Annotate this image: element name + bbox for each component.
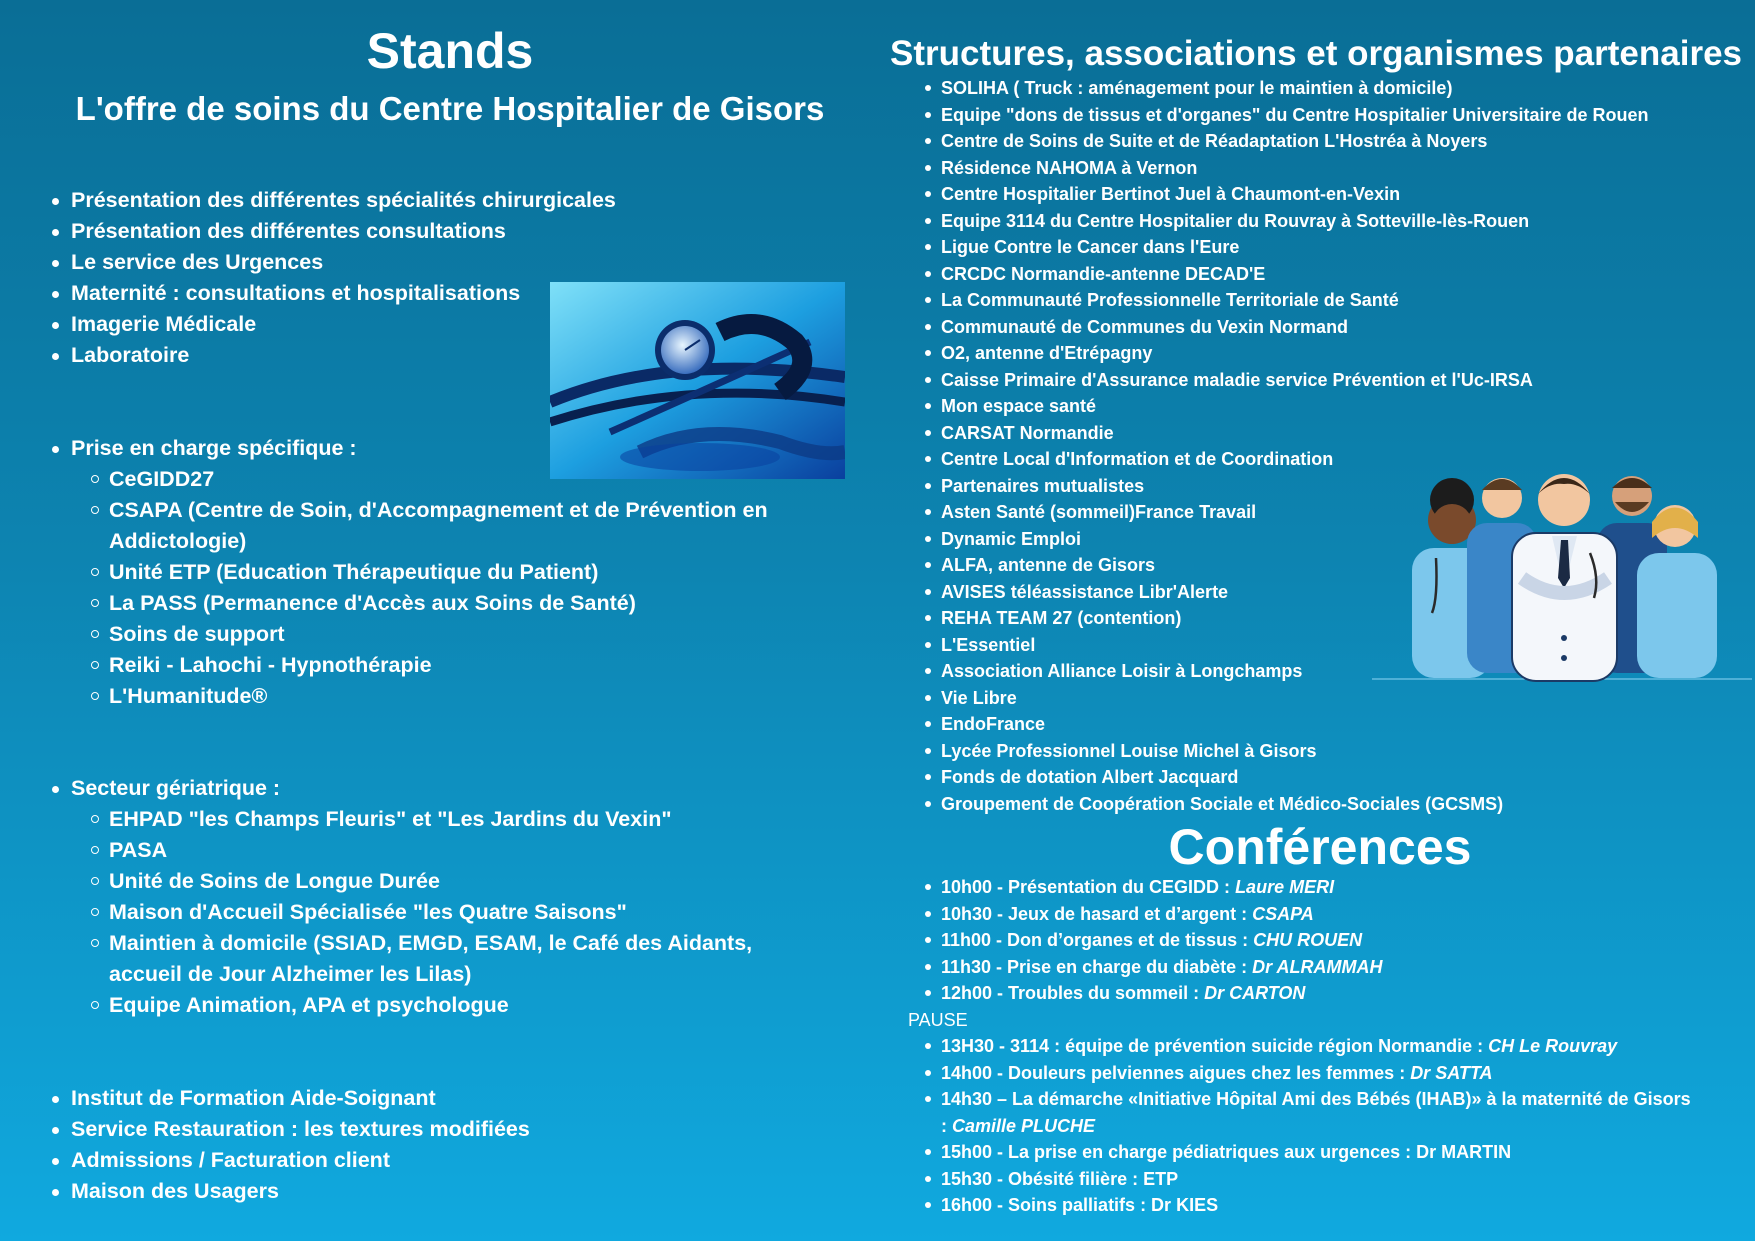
conferences-title: Conférences bbox=[1168, 819, 1472, 875]
stands-group-prise bbox=[48, 433, 768, 712]
stands-group-other bbox=[48, 1083, 530, 1207]
list-item: Institut de Formation Aide-Soignant bbox=[48, 1083, 530, 1114]
list-item: Maison des Usagers bbox=[48, 1176, 530, 1207]
list-item: Maison d'Accueil Spécialisée "les Quatre Saisons" bbox=[87, 897, 752, 928]
list-item: Dynamic Emploi bbox=[922, 526, 1649, 553]
list-item bbox=[48, 433, 768, 712]
conference-time-topic: 15h30 - Obésité filière : ETP bbox=[941, 1168, 1179, 1189]
conference-speaker: Laure MERI bbox=[1235, 877, 1335, 897]
conference-speaker: CSAPA bbox=[1252, 903, 1314, 924]
list-item: Présentation des différentes spécialités chirurgicales bbox=[48, 185, 616, 216]
list-item: Communauté de Communes du Vexin Normand bbox=[922, 314, 1649, 341]
list-item: Maternité : consultations et hospitalisations bbox=[48, 278, 616, 309]
list-item: Centre Hospitalier Bertinot Juel à Chaumont-en-Vexin bbox=[922, 181, 1649, 208]
conference-speaker: CH Le Rouvray bbox=[1488, 1036, 1618, 1056]
stands-title: Stands bbox=[366, 23, 534, 79]
list-item: AVISES téléassistance Libr'Alerte bbox=[922, 579, 1649, 606]
list-item: Association Alliance Loisir à Longchamps bbox=[922, 658, 1649, 685]
conference-item bbox=[922, 1192, 1691, 1219]
list-item: La PASS (Permanence d'Accès aux Soins de Santé) bbox=[87, 588, 768, 619]
list-item: Centre de Soins de Suite et de Réadaptation L'Hostréa à Noyers bbox=[922, 128, 1649, 155]
list-item: Unité ETP (Education Thérapeutique du Patient) bbox=[87, 557, 768, 588]
list-item: L'Essentiel bbox=[922, 632, 1649, 659]
conference-time-topic: 14h30 – La démarche «Initiative Hôpital Ami des Bébés (IHAB)» à la maternité de Gisors bbox=[941, 1089, 1691, 1109]
list-item: CRCDC Normandie-antenne DECAD'E bbox=[922, 261, 1649, 288]
conference-time-topic: 12h00 - Troubles du sommeil : bbox=[941, 983, 1205, 1003]
list-item: Résidence NAHOMA à Vernon bbox=[922, 155, 1649, 182]
list-item: Asten Santé (sommeil)France Travail bbox=[922, 499, 1649, 526]
list-item: O2, antenne d'Etrépagny bbox=[922, 340, 1649, 367]
list-item: Soins de support bbox=[87, 619, 768, 650]
list-item: EndoFrance bbox=[922, 711, 1649, 738]
list-item: Equipe "dons de tissus et d'organes" du Centre Hospitalier Universitaire de Rouen bbox=[922, 102, 1649, 129]
conference-speaker: Dr CARTON bbox=[1204, 983, 1306, 1003]
conference-item bbox=[922, 1166, 1691, 1193]
list-item: REHA TEAM 27 (contention) bbox=[922, 605, 1649, 632]
conference-time-topic: 10h00 - Présentation du CEGIDD : bbox=[941, 877, 1236, 897]
conference-speaker: Dr SATTA bbox=[1410, 1062, 1493, 1083]
stands-subtitle: L'offre de soins du Centre Hospitalier de Gisors bbox=[75, 90, 825, 127]
list-item: Equipe Animation, APA et psychologue bbox=[87, 990, 752, 1021]
conference-speaker: Dr ALRAMMAH bbox=[1252, 956, 1383, 977]
list-item: EHPAD "les Champs Fleuris" et "Les Jardins du Vexin" bbox=[87, 804, 752, 835]
list-item: Le service des Urgences bbox=[48, 247, 616, 278]
partners-title: Structures, associations et organismes partenaires bbox=[890, 34, 1742, 73]
list-item-line: Addictologie) bbox=[109, 529, 247, 553]
list-item: Centre Local d'Information et de Coordination bbox=[922, 446, 1649, 473]
list-item: Laboratoire bbox=[48, 340, 616, 371]
list-item: Partenaires mutualistes bbox=[922, 473, 1649, 500]
list-item: PASA bbox=[87, 835, 752, 866]
list-item: CeGIDD27 bbox=[87, 464, 768, 495]
conference-time-topic: : bbox=[941, 1115, 952, 1136]
conference-time-topic: 16h00 - Soins palliatifs : Dr KIES bbox=[941, 1195, 1219, 1215]
list-item: Lycée Professionnel Louise Michel à Gisors bbox=[922, 738, 1649, 765]
prise-label: Prise en charge spécifique : bbox=[71, 436, 357, 460]
list-item: Vie Libre bbox=[922, 685, 1649, 712]
stands-group-geriatrie bbox=[48, 773, 752, 1021]
conference-item bbox=[922, 927, 1691, 954]
list-item: Equipe 3114 du Centre Hospitalier du Rouvray à Sotteville-lès-Rouen bbox=[922, 208, 1649, 235]
conference-item bbox=[922, 1086, 1691, 1139]
list-item-line: Maintien à domicile (SSIAD, EMGD, ESAM, le Café des Aidants, bbox=[109, 931, 753, 955]
list-item: L'Humanitude® bbox=[87, 681, 768, 712]
list-item bbox=[87, 495, 768, 557]
list-item: Ligue Contre le Cancer dans l'Eure bbox=[922, 234, 1649, 261]
conference-time-topic: 15h00 - La prise en charge pédiatriques aux urgences : Dr MARTIN bbox=[941, 1142, 1512, 1162]
conference-item bbox=[922, 874, 1691, 901]
list-item-line: accueil de Jour Alzheimer les Lilas) bbox=[109, 962, 472, 986]
list-item: Service Restauration : les textures modifiées bbox=[48, 1114, 530, 1145]
list-item: Groupement de Coopération Sociale et Médico-Sociales (GCSMS) bbox=[922, 791, 1649, 818]
conference-time-topic: 13H30 - 3114 : équipe de prévention suicide région Normandie : bbox=[941, 1036, 1489, 1056]
list-item: Admissions / Facturation client bbox=[48, 1145, 530, 1176]
list-item: Unité de Soins de Longue Durée bbox=[87, 866, 752, 897]
geriatrie-label: Secteur gériatrique : bbox=[71, 776, 281, 800]
conferences-list bbox=[908, 874, 1691, 1219]
conference-time-topic: 10h30 - Jeux de hasard et d’argent : bbox=[941, 903, 1253, 924]
conference-speaker: Camille PLUCHE bbox=[952, 1115, 1096, 1136]
list-item: Reiki - Lahochi - Hypnothérapie bbox=[87, 650, 768, 681]
list-item: Caisse Primaire d'Assurance maladie service Prévention et l'Uc-IRSA bbox=[922, 367, 1649, 394]
pause-label: PAUSE bbox=[908, 1009, 968, 1030]
list-item: Fonds de dotation Albert Jacquard bbox=[922, 764, 1649, 791]
conference-item bbox=[922, 1033, 1691, 1060]
list-item: ALFA, antenne de Gisors bbox=[922, 552, 1649, 579]
list-item: CARSAT Normandie bbox=[922, 420, 1649, 447]
list-item: La Communauté Professionnelle Territoriale de Santé bbox=[922, 287, 1649, 314]
conference-time-topic: 14h00 - Douleurs pelviennes aigues chez les femmes : bbox=[941, 1062, 1411, 1083]
conference-item bbox=[922, 980, 1691, 1007]
stands-group-services bbox=[48, 185, 616, 371]
conference-speaker: CHU ROUEN bbox=[1253, 930, 1363, 950]
conference-time-topic: 11h00 - Don d’organes et de tissus : bbox=[941, 930, 1254, 950]
list-item: Mon espace santé bbox=[922, 393, 1649, 420]
list-item-line: CSAPA (Centre de Soin, d'Accompagnement et de Prévention en bbox=[109, 498, 768, 522]
list-item: Imagerie Médicale bbox=[48, 309, 616, 340]
list-item: SOLIHA ( Truck : aménagement pour le maintien à domicile) bbox=[922, 75, 1649, 102]
conference-item bbox=[922, 901, 1691, 928]
conference-item bbox=[922, 1060, 1691, 1087]
list-item bbox=[48, 773, 752, 1021]
conference-item bbox=[922, 954, 1691, 981]
list-item: Présentation des différentes consultations bbox=[48, 216, 616, 247]
conference-time-topic: 11h30 - Prise en charge du diabète : bbox=[941, 956, 1253, 977]
medical-team-illustration bbox=[1372, 438, 1752, 683]
list-item bbox=[87, 928, 752, 990]
conference-item bbox=[922, 1139, 1691, 1166]
